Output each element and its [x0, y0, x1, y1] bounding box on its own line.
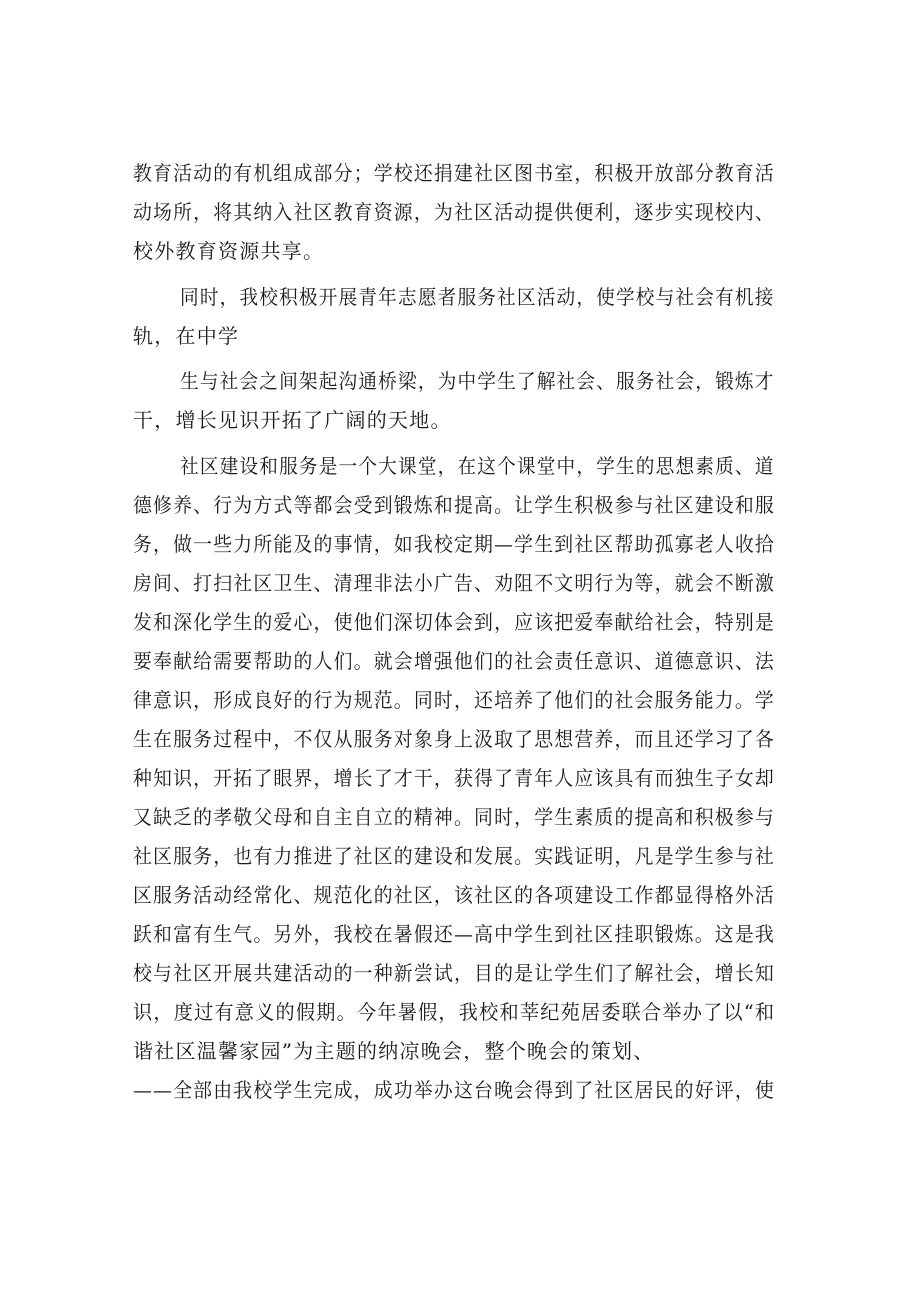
text-line: 校外教育资源共享。 — [133, 239, 325, 263]
text-line: 社区服务，也有力推进了社区的建设和发展。实践证明，凡是学生参与社 — [133, 844, 775, 868]
text-line: 社区建设和服务是一个大课堂，在这个课堂中，学生的思想素质、道 — [180, 454, 775, 478]
text-line: 种知识，开拓了眼界，增长了才干，获得了青年人应该具有而独生子女却 — [133, 766, 775, 790]
text-line: 务，做一些力所能及的事情，如我校定期—学生到社区帮助孤寡老人收拾 — [133, 532, 775, 556]
text-line: 要奉献给需要帮助的人们。就会增强他们的社会责任意识、道德意识、法 — [133, 649, 775, 673]
text-line: 发和深化学生的爱心，使他们深切体会到，应该把爱奉献给社会，特别是 — [133, 610, 775, 634]
text-line: 动场所，将其纳入社区教育资源，为社区活动提供便利，逐步实现校内、 — [133, 200, 775, 224]
text-line: 生在服务过程中，不仅从服务对象身上汲取了思想营养，而且还学习了各 — [133, 727, 775, 751]
text-line: ——全部由我校学生完成，成功举办这台晚会得到了社区居民的好评，使 — [133, 1078, 775, 1102]
text-line: 德修养、行为方式等都会受到锻炼和提高。让学生积极参与社区建设和服 — [133, 493, 775, 517]
text-line: 区服务活动经常化、规范化的社区，该社区的各项建设工作都显得格外活 — [133, 883, 775, 907]
text-line: 同时，我校积极开展青年志愿者服务社区活动，使学校与社会有机接 — [180, 285, 775, 309]
text-line: 干，增长见识开拓了广阔的天地。 — [133, 408, 452, 432]
text-line: 轨，在中学 — [133, 324, 240, 348]
text-line: 律意识，形成良好的行为规范。同时，还培养了他们的社会服务能力。学 — [133, 688, 775, 712]
text-line: 生与社会之间架起沟通桥梁，为中学生了解社会、服务社会，锻炼才 — [180, 369, 775, 393]
text-line: 教育活动的有机组成部分；学校还捐建社区图书室，积极开放部分教育活 — [133, 161, 775, 185]
text-line: 谐社区温馨家园”为主题的纳凉晚会，整个晚会的策划、 — [133, 1039, 655, 1063]
text-line: 跃和富有生气。另外，我校在暑假还—高中学生到社区挂职锻炼。这是我 — [133, 922, 775, 946]
text-line: 房间、打扫社区卫生、清理非法小广告、劝阻不文明行为等，就会不断激 — [133, 571, 775, 595]
text-line: 又缺乏的孝敬父母和自主自立的精神。同时，学生素质的提高和积极参与 — [133, 805, 775, 829]
text-line: 校与社区开展共建活动的一种新尝试，目的是让学生们了解社会，增长知 — [133, 961, 775, 985]
text-line: 识，度过有意义的假期。今年暑假，我校和莘纪苑居委联合举办了以“和 — [133, 1000, 776, 1024]
